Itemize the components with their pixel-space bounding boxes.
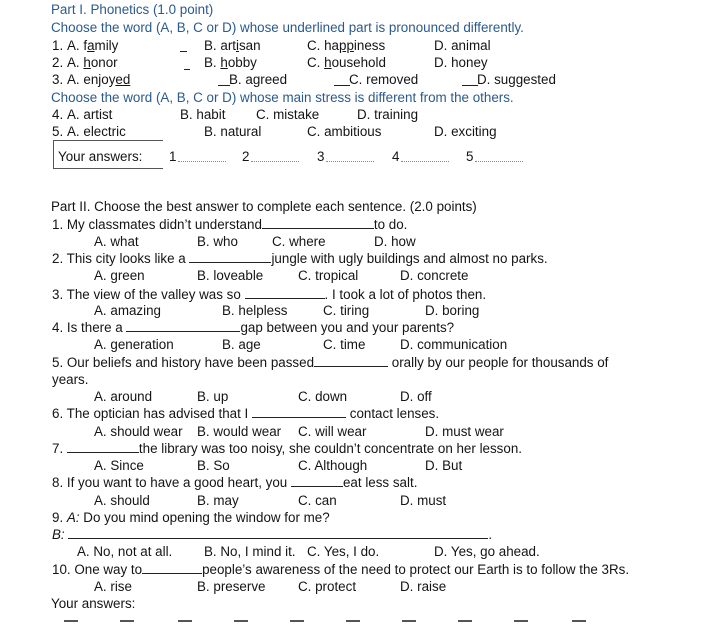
p2-q7-option-a: A. Since xyxy=(94,458,144,473)
p2-q2-blank[interactable] xyxy=(189,251,271,263)
p1-q1-blank-mark xyxy=(180,51,187,52)
p1-q3-number: 3. xyxy=(52,72,64,87)
p2-q4-option-a: A. generation xyxy=(94,337,174,352)
p2-q2-stem: 2. This city looks like a jungle with ugly buildings and almost no parks. xyxy=(52,251,548,266)
p2-q6-option-d: D. must wear xyxy=(425,424,504,439)
p2-q8-option-b: B. may xyxy=(197,493,239,508)
answer-number-5: 5 xyxy=(466,149,474,164)
answer-number-1: 1 xyxy=(169,149,177,164)
p2-q6-option-a: A. should wear xyxy=(94,424,183,439)
p2-q2-option-b: B. loveable xyxy=(197,268,264,283)
part2-answer-slot-cutoff xyxy=(290,620,304,628)
p2-q2-option-c: C. tropical xyxy=(298,268,359,283)
p2-q7-blank[interactable] xyxy=(67,441,139,453)
p2-q1-stem: 1. My classmates didn’t understand to do. xyxy=(52,217,408,232)
part2-title: Part II. Choose the best answer to complete each sentence. (2.0 points) xyxy=(51,199,477,214)
p1-q5-option-d: D. exciting xyxy=(434,124,497,139)
p2-q7-option-c: C. Although xyxy=(298,458,368,473)
p1-q3-option-b: B. agreed xyxy=(229,72,288,87)
p2-q5-option-c: C. down xyxy=(298,389,348,404)
p1-q4-option-b: B. habit xyxy=(180,107,226,122)
p1-q3-option-a: A. enjoyed xyxy=(67,72,131,87)
p2-q6-option-b: B. would wear xyxy=(197,424,282,439)
p2-q8-stem: 8. If you want to have a good heart, you eat less salt. xyxy=(52,475,418,490)
answer-blank-2[interactable] xyxy=(251,161,299,162)
p2-q4-option-c: C. time xyxy=(323,337,366,352)
part2-answer-slot-cutoff xyxy=(64,620,78,628)
p1-q3-option-d: D. suggested xyxy=(477,72,556,87)
p2-q8-option-a: A. should xyxy=(94,493,150,508)
part2-answer-slot-cutoff xyxy=(572,620,586,628)
p1-q2-option-d: D. honey xyxy=(434,55,488,70)
p2-q3-blank[interactable] xyxy=(245,287,325,299)
p2-q8-option-d: D. must xyxy=(400,493,447,508)
p2-q10-option-a: A. rise xyxy=(94,579,132,594)
answer-blank-5[interactable] xyxy=(475,161,523,162)
part2-answer-slot-cutoff xyxy=(120,620,134,628)
p2-q3-option-a: A. amazing xyxy=(94,303,161,318)
p1-q4-number: 4. xyxy=(52,107,64,122)
answer-blank-3[interactable] xyxy=(326,161,374,162)
answer-blank-4[interactable] xyxy=(401,161,449,162)
part2-answer-slot-cutoff xyxy=(346,620,360,628)
p1-q3-blank-mark-c xyxy=(334,85,350,86)
p1-q1-number: 1. xyxy=(52,38,64,53)
p2-q5-option-b: B. up xyxy=(197,389,229,404)
p2-q1-option-d: D. how xyxy=(374,234,416,249)
p2-q7-option-d: D. But xyxy=(425,458,463,473)
part1-instruction-stress: Choose the word (A, B, C or D) whose main stress is different from the others. xyxy=(51,90,514,105)
answer-number-2: 2 xyxy=(242,149,250,164)
p2-q6-blank[interactable] xyxy=(252,406,346,418)
p2-q1-option-b: B. who xyxy=(197,234,238,249)
p2-q10-option-b: B. preserve xyxy=(197,579,266,594)
p1-q5-option-c: C. ambitious xyxy=(307,124,382,139)
p1-q1-option-c: C. happiness xyxy=(307,38,386,53)
p2-q4-option-b: B. age xyxy=(222,337,261,352)
part1-answers-label: Your answers: xyxy=(58,149,143,164)
p2-q1-option-a: A. what xyxy=(94,234,139,249)
p1-q2-number: 2. xyxy=(52,55,64,70)
p1-q1-option-b: B. artisan xyxy=(204,38,261,53)
p1-q1-option-d: D. animal xyxy=(434,38,491,53)
part1-instruction-pronunciation: Choose the word (A, B, C or D) whose underlined part is pronounced differently. xyxy=(51,20,524,35)
p2-q4-option-d: D. communication xyxy=(400,337,508,352)
p2-q1-blank[interactable] xyxy=(262,217,374,229)
p2-q10-blank[interactable] xyxy=(142,562,202,574)
p2-q5-option-d: D. off xyxy=(400,389,432,404)
p2-q8-blank[interactable] xyxy=(291,475,343,487)
p2-q7-stem: 7. the library was too noisy, she couldn’t concentrate on her lesson. xyxy=(52,441,522,456)
p1-q2-option-c: C. household xyxy=(307,55,386,70)
p2-q9-option-c: C. Yes, I do. xyxy=(307,544,380,559)
p1-q4-option-d: D. training xyxy=(357,107,419,122)
p1-q2-option-b: B. hobby xyxy=(204,55,257,70)
part2-answer-slot-cutoff xyxy=(178,620,192,628)
part2-answer-slot-cutoff xyxy=(234,620,248,628)
p1-q1-option-a: A. family xyxy=(67,38,119,53)
part1-title: Part I. Phonetics (1.0 point) xyxy=(51,2,214,17)
p1-q2-blank-mark xyxy=(184,69,190,70)
p2-q8-option-c: C. can xyxy=(298,493,337,508)
p2-q9-speaker-b: B: . xyxy=(52,527,493,542)
p2-q6-stem: 6. The optician has advised that I contact lenses. xyxy=(52,406,440,421)
p2-q9-option-d: D. Yes, go ahead. xyxy=(434,544,540,559)
p2-q9-option-a: A. No, not at all. xyxy=(77,544,173,559)
p1-q5-option-a: A. electric xyxy=(67,124,126,139)
p2-q3-stem: 3. The view of the valley was so . I took a lot of photos then. xyxy=(52,287,487,302)
p1-q3-blank-mark-d xyxy=(462,85,478,86)
p2-q4-blank[interactable] xyxy=(126,320,240,332)
p1-q5-option-b: B. natural xyxy=(204,124,262,139)
p2-q2-option-d: D. concrete xyxy=(400,268,469,283)
answer-number-3: 3 xyxy=(317,149,325,164)
p2-q3-option-c: C. tiring xyxy=(323,303,370,318)
p2-q2-option-a: A. green xyxy=(94,268,145,283)
p2-q5-option-a: A. around xyxy=(94,389,153,404)
p2-q5-stem: 5. Our beliefs and history have been passed orally by our people for thousands of xyxy=(52,355,609,370)
part2-answers-label: Your answers: xyxy=(51,596,136,611)
part2-answer-slot-cutoff xyxy=(514,620,528,628)
answer-number-4: 4 xyxy=(392,149,400,164)
p2-q10-stem: 10. One way to people’s awareness of the need to protect our Earth is to follow the 3Rs. xyxy=(52,562,630,577)
p2-q3-option-b: B. helpless xyxy=(222,303,288,318)
p2-q10-option-d: D. raise xyxy=(400,579,447,594)
p1-q4-option-c: C. mistake xyxy=(256,107,320,122)
p2-q4-stem: 4. Is there a gap between you and your parents? xyxy=(52,320,455,335)
answer-blank-1[interactable] xyxy=(178,161,226,162)
p2-q1-option-c: C. where xyxy=(272,234,326,249)
p2-q9-stem: 9. A: Do you mind opening the window for me? xyxy=(52,510,330,525)
part2-answer-slot-cutoff xyxy=(458,620,472,628)
p1-q4-option-a: A. artist xyxy=(67,107,113,122)
p2-q10-option-c: C. protect xyxy=(298,579,357,594)
part2-answer-slot-cutoff xyxy=(402,620,416,628)
p2-q5-stem-continued: years. xyxy=(52,372,89,387)
p2-q6-option-c: C. will wear xyxy=(298,424,367,439)
p1-q2-option-a: A. honor xyxy=(67,55,118,70)
p1-q3-option-c: C. removed xyxy=(349,72,419,87)
p2-q5-blank[interactable] xyxy=(314,355,388,367)
p2-q7-option-b: B. So xyxy=(197,458,230,473)
p2-q3-option-d: D. boring xyxy=(425,303,480,318)
p2-q9-option-b: B. No, I mind it. xyxy=(204,544,296,559)
p1-q5-number: 5. xyxy=(52,124,64,139)
p2-q9-response-line[interactable] xyxy=(68,527,488,539)
